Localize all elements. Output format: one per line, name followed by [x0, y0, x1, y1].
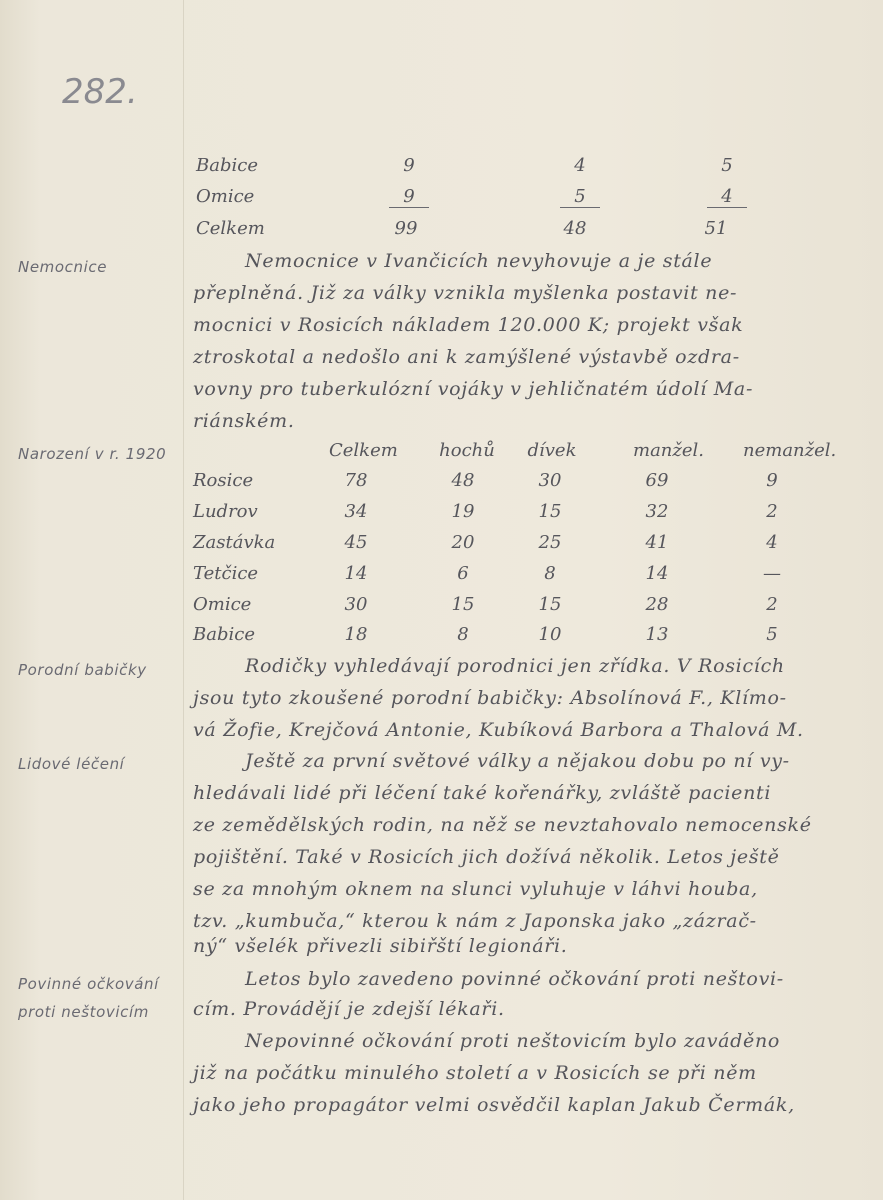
births-table-row	[0, 532, 883, 562]
top-table-value: 9	[403, 155, 415, 176]
births-value: 2	[766, 501, 778, 522]
page-number: 282.	[62, 72, 138, 112]
top-table-row-total	[0, 218, 883, 248]
births-value: 14	[645, 563, 669, 584]
births-value: 28	[645, 594, 669, 615]
top-table-row-omice	[0, 186, 883, 216]
births-value: 20	[451, 532, 475, 553]
folk-line: Ještě za první světové války a nějakou dobu po ní vy-	[245, 750, 790, 772]
vaccination-line: Letos bylo zavedeno povinné očkování proti neštovi-	[245, 968, 784, 990]
top-table-value	[379, 186, 439, 207]
births-place: Ludrov	[193, 501, 258, 522]
hospital-line: mocnici v Rosicích nákladem 120.000 K; projekt však	[193, 314, 744, 336]
births-value: 15	[538, 501, 562, 522]
hospital-line: ztroskotal a nedošlo ani k zamýšlené výstavbě ozdra-	[193, 346, 740, 368]
births-place: Zastávka	[193, 532, 276, 553]
folk-line: tzv. „kumbuča,“ kterou k nám z Japonska jako „zázrač-	[193, 910, 757, 932]
margin-note-hospital: Nemocnice	[18, 258, 108, 276]
births-value: 45	[344, 532, 368, 553]
hospital-line: přeplněná. Již za války vznikla myšlenka postavit ne-	[193, 282, 738, 304]
margin-note-vaccination-2: proti neštovicím	[18, 1003, 149, 1021]
births-place: Omice	[193, 594, 252, 615]
midwives-line: jsou tyto zkoušené porodní babičky: Absolínová F., Klímo-	[193, 687, 787, 709]
vaccination-line: cím. Provádějí je zdejší lékaři.	[193, 998, 505, 1020]
births-value: 69	[645, 470, 669, 491]
top-table-place: Babice	[196, 155, 258, 176]
top-table-value-text: 9	[389, 186, 428, 208]
optional-vaccination-line: již na počátku minulého století a v Rosicích se při něm	[193, 1062, 757, 1084]
births-header: hochů	[439, 440, 495, 461]
births-value: 15	[451, 594, 475, 615]
births-header: nemanžel.	[743, 440, 837, 461]
births-header: dívek	[527, 440, 577, 461]
births-table-row	[0, 594, 883, 624]
margin-note-folk-healing: Lidové léčení	[18, 755, 125, 773]
hospital-line: vovny pro tuberkulózní vojáky v jehličnatém údolí Ma-	[193, 378, 754, 400]
births-value: 10	[538, 624, 562, 645]
births-table-row	[0, 470, 883, 500]
births-table-row	[0, 563, 883, 593]
births-place: Tetčice	[193, 563, 259, 584]
folk-line: ný“ všelék přivezli sibiřští legionáři.	[193, 935, 568, 957]
births-header: manžel.	[633, 440, 705, 461]
births-value: 15	[538, 594, 562, 615]
top-table-value	[697, 186, 757, 207]
optional-vaccination-line: Nepovinné očkování proti neštovicím bylo zaváděno	[245, 1030, 781, 1052]
top-table-row-babice	[0, 155, 883, 185]
births-value: 4	[766, 532, 778, 553]
births-table-row	[0, 624, 883, 654]
top-table-value-text: 5	[560, 186, 599, 208]
births-table-header	[0, 440, 883, 470]
folk-line: pojištění. Také v Rosicích jich dožívá několik. Letos ještě	[193, 846, 780, 868]
births-value: 30	[538, 470, 562, 491]
folk-line: se za mnohým oknem na slunci vyluhuje v láhvi houba,	[193, 878, 758, 900]
births-value: 9	[766, 470, 778, 491]
births-value: —	[763, 563, 781, 584]
births-value: 6	[457, 563, 469, 584]
top-table-value	[550, 186, 610, 207]
optional-vaccination-line: jako jeho propagátor velmi osvědčil kaplan Jakub Čermák,	[193, 1094, 795, 1116]
midwives-line: vá Žofie, Krejčová Antonie, Kubíková Barbora a Thalová M.	[193, 719, 804, 741]
births-value: 19	[451, 501, 475, 522]
births-value: 2	[766, 594, 778, 615]
top-table-value: 99	[394, 218, 418, 239]
births-value: 32	[645, 501, 669, 522]
hospital-line: Nemocnice v Ivančicích nevyhovuje a je stále	[245, 250, 713, 272]
births-value: 5	[766, 624, 778, 645]
top-table-value: 4	[574, 155, 586, 176]
births-value: 48	[451, 470, 475, 491]
births-value: 34	[344, 501, 368, 522]
births-header: Celkem	[329, 440, 398, 461]
top-table-place: Omice	[196, 186, 255, 207]
top-table-value-text: 4	[707, 186, 746, 208]
births-place: Rosice	[193, 470, 254, 491]
folk-line: ze zemědělských rodin, na něž se nevztahovalo nemocenské	[193, 814, 812, 836]
top-table-value: 5	[721, 155, 733, 176]
midwives-line: Rodičky vyhledávají porodnici jen zřídka. V Rosicích	[245, 655, 785, 677]
margin-note-vaccination: Povinné očkování	[18, 975, 159, 993]
top-table-value: 48	[563, 218, 587, 239]
births-value: 30	[344, 594, 368, 615]
margin-note-midwives: Porodní babičky	[18, 661, 147, 679]
births-place: Babice	[193, 624, 255, 645]
margin-note-births: Narození v r. 1920	[18, 445, 167, 463]
hospital-line: riánském.	[193, 410, 295, 432]
births-value: 18	[344, 624, 368, 645]
births-value: 78	[344, 470, 368, 491]
births-value: 8	[544, 563, 556, 584]
top-table-value: 51	[704, 218, 728, 239]
births-table-row	[0, 501, 883, 531]
births-value: 8	[457, 624, 469, 645]
births-value: 25	[538, 532, 562, 553]
folk-line: hledávali lidé při léčení také kořenářky, zvláště pacienti	[193, 782, 772, 804]
births-value: 13	[645, 624, 669, 645]
births-value: 41	[645, 532, 669, 553]
top-table-place: Celkem	[196, 218, 265, 239]
births-value: 14	[344, 563, 368, 584]
